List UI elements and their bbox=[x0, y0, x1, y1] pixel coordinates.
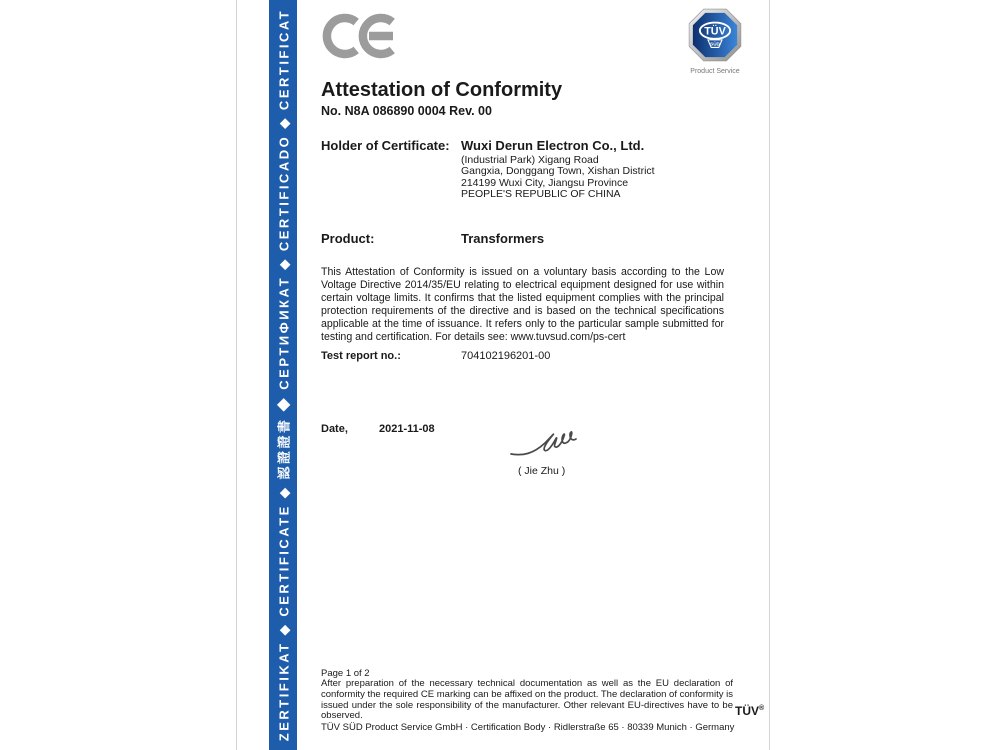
holder-address bbox=[461, 155, 655, 200]
signature-icon bbox=[509, 424, 591, 471]
footer-note: After preparation of the necessary technical documentation as well as the EU declaration of conformity the required CE marking can be affixed on the product. The declaration of conformity is issued under the sole responsibility of the manufacturer. Other relevant EU-directives have to be observed. bbox=[321, 678, 733, 722]
date-value: 2021-11-08 bbox=[379, 423, 435, 435]
holder-address-line: Gangxia, Donggang Town, Xishan District bbox=[461, 165, 655, 178]
ce-mark-icon bbox=[322, 13, 402, 66]
holder-address-line: PEOPLE'S REPUBLIC OF CHINA bbox=[461, 187, 621, 200]
certificate-number: No. N8A 086890 0004 Rev. 00 bbox=[321, 104, 492, 118]
issuer-address-line: TÜV SÜD Product Service GmbH · Certification Body · Ridlerstraße 65 · 80339 Munich · Germany bbox=[321, 722, 735, 733]
holder-address-line: 214199 Wuxi City, Jiangsu Province bbox=[461, 176, 629, 189]
tuv-wordmark: TÜV® bbox=[735, 704, 765, 718]
certificate-title: Attestation of Conformity bbox=[321, 79, 563, 101]
attestation-body-text: This Attestation of Conformity is issued on a voluntary basis according to the Low Voltage Directive 2014/35/EU relating to electrical equipment designed for use within certain voltage limits. It confirms that the listed equipment complies with the principal protection requirements of the directive and is based on the technical specifications applicable at the time of issuance. It refers only to the particular sample submitted for testing and certification. For details see: www.tuvsud.com/ps-cert bbox=[321, 266, 724, 343]
holder-label: Holder of Certificate: bbox=[321, 138, 450, 153]
test-report-value: 704102196201-00 bbox=[461, 350, 551, 362]
tuv-octagon-icon bbox=[688, 8, 742, 62]
test-report-label: Test report no.: bbox=[321, 350, 401, 362]
tuv-sud-logo bbox=[687, 8, 743, 75]
signer-name: ( Jie Zhu ) bbox=[518, 465, 566, 477]
holder-name: Wuxi Derun Electron Co., Ltd. bbox=[461, 138, 645, 153]
sidebar-multilingual-text: ZERTIFIKAT ◆ CERTIFICATE ◆ 認證證書 ◆ СЕРТИФИКАТ ◆ CERTIFICADO ◆ CERTIFICAT bbox=[276, 8, 292, 742]
tuv-logo-caption: Product Service bbox=[690, 68, 740, 75]
holder-address-line: (Industrial Park) Xigang Road bbox=[461, 154, 599, 166]
svg-text:TÜV: TÜV bbox=[704, 25, 726, 38]
product-value: Transformers bbox=[461, 231, 545, 246]
page-indicator: Page 1 of 2 bbox=[321, 668, 370, 679]
svg-text:SÜD: SÜD bbox=[710, 41, 720, 47]
certificate-sidebar bbox=[269, 0, 297, 750]
product-label: Product: bbox=[321, 231, 375, 246]
certificate-page bbox=[236, 0, 770, 750]
date-label: Date, bbox=[321, 423, 348, 435]
